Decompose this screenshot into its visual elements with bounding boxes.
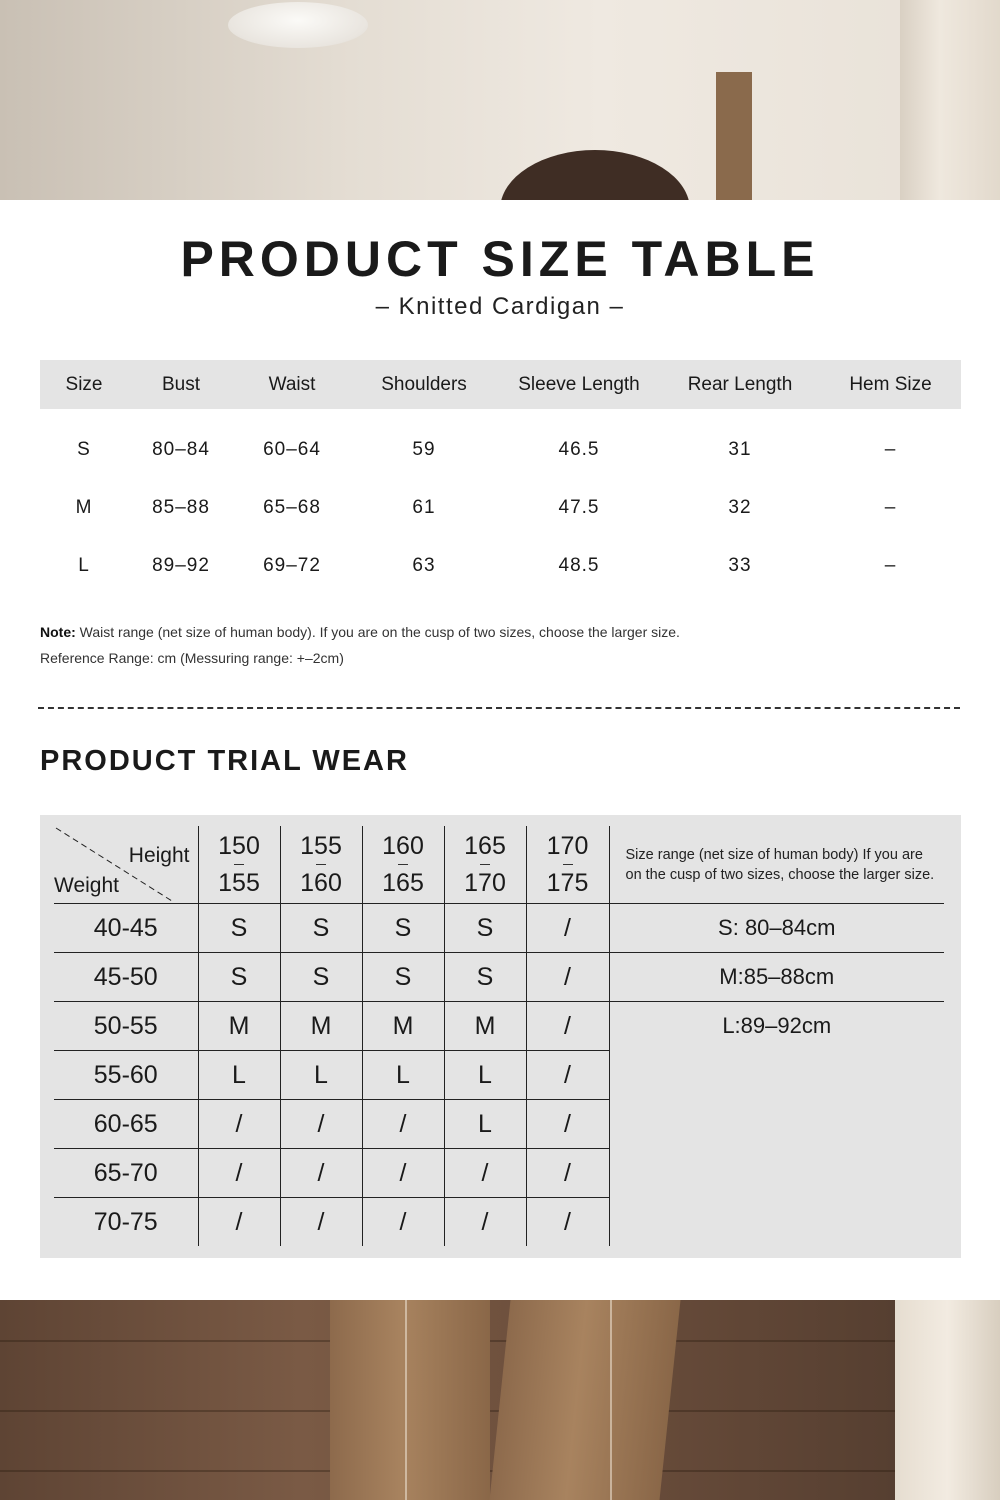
weight-range: 50-55 <box>54 1002 198 1051</box>
reference-note: Reference Range: cm (Messuring range: +–2cm) <box>40 650 344 666</box>
height-range: 165 170 <box>444 826 526 904</box>
table-cell: 61 <box>412 497 436 518</box>
height-range: 160 165 <box>362 826 444 904</box>
size-cell: / <box>526 1100 609 1149</box>
table-cell: – <box>884 555 897 576</box>
size-cell: / <box>526 1002 609 1051</box>
table-row <box>54 953 944 1002</box>
door-frame <box>900 0 1000 200</box>
note-text: Waist range (net size of human body). If you are on the cusp of two sizes, choose the larger size. <box>75 624 680 640</box>
size-cell: M <box>362 1002 444 1051</box>
table-row <box>54 1149 944 1198</box>
size-cell: L <box>444 1051 526 1100</box>
size-cell: L <box>444 1100 526 1149</box>
size-cell: L <box>280 1051 362 1100</box>
table-cell: 89–92 <box>152 555 210 576</box>
weight-range: 65-70 <box>54 1149 198 1198</box>
table-row <box>54 1051 944 1100</box>
background-photo-top <box>0 0 1000 200</box>
model-pants-right <box>489 1300 680 1500</box>
height-range: 170 175 <box>526 826 609 904</box>
size-cell: M <box>444 1002 526 1051</box>
empty-cell <box>609 1051 944 1100</box>
table-cell: 69–72 <box>263 555 321 576</box>
height-label: Height <box>128 844 190 867</box>
table-cell: 85–88 <box>152 497 210 518</box>
size-cell: M <box>280 1002 362 1051</box>
size-chart-card <box>0 200 1000 1300</box>
size-cell: S <box>280 904 362 953</box>
column-header: Waist <box>234 360 350 409</box>
table-row <box>54 1100 944 1149</box>
trial-wear-panel <box>40 815 961 1258</box>
pants-seam <box>405 1300 407 1500</box>
column-header: Shoulders <box>350 360 498 409</box>
ceiling-lamp <box>228 2 368 48</box>
wood-frame <box>716 72 752 200</box>
size-cell: S <box>198 953 280 1002</box>
size-cell: S <box>280 953 362 1002</box>
table-cell: 60–64 <box>263 439 321 460</box>
size-cell: / <box>362 1198 444 1247</box>
size-note <box>40 624 680 640</box>
size-cell: M <box>198 1002 280 1051</box>
size-cell: / <box>280 1100 362 1149</box>
table-cell: – <box>884 439 897 460</box>
size-cell: / <box>526 1149 609 1198</box>
size-range-note: Size range (net size of human body) If you are on the cusp of two sizes, choose the larger size. <box>625 846 935 883</box>
size-cell: / <box>198 1100 280 1149</box>
table-cell: 33 <box>728 555 752 576</box>
trial-wear-table <box>54 826 944 1246</box>
size-cell: / <box>280 1149 362 1198</box>
size-cell: L <box>198 1051 280 1100</box>
table-cell: – <box>884 497 897 518</box>
pants-seam <box>610 1300 612 1500</box>
size-cell: / <box>198 1149 280 1198</box>
size-table <box>40 360 961 595</box>
size-table-header <box>40 360 961 409</box>
empty-cell <box>609 1198 944 1247</box>
weight-range: 60-65 <box>54 1100 198 1149</box>
height-range: 150 155 <box>198 826 280 904</box>
table-cell: 63 <box>412 555 436 576</box>
model-hair <box>500 150 690 200</box>
size-cell: S <box>362 953 444 1002</box>
table-row <box>54 904 944 953</box>
size-cell: / <box>526 1051 609 1100</box>
table-cell: S <box>77 439 91 460</box>
table-cell: 59 <box>412 439 436 460</box>
section-title-trial-wear: PRODUCT TRIAL WEAR <box>40 745 409 777</box>
weight-range: 40-45 <box>54 904 198 953</box>
table-cell: 48.5 <box>558 555 600 576</box>
trial-header-row <box>54 826 944 904</box>
table-row <box>40 479 961 537</box>
table-row <box>54 1198 944 1247</box>
column-header: Rear Length <box>660 360 820 409</box>
size-cell: L <box>362 1051 444 1100</box>
table-cell: 47.5 <box>558 497 600 518</box>
note-label: Note: <box>40 624 76 640</box>
size-cell: / <box>526 953 609 1002</box>
table-cell: L <box>78 555 90 576</box>
table-cell: M <box>75 497 93 518</box>
size-range-s: S: 80–84cm <box>609 904 944 953</box>
height-weight-corner <box>54 826 198 904</box>
page-title: PRODUCT SIZE TABLE <box>180 231 820 287</box>
weight-range: 55-60 <box>54 1051 198 1100</box>
size-cell: / <box>362 1100 444 1149</box>
size-range-m: M:85–88cm <box>609 953 944 1002</box>
size-cell: / <box>444 1149 526 1198</box>
height-range: 155 160 <box>280 826 362 904</box>
model-pants-left <box>330 1300 490 1500</box>
table-cell: 80–84 <box>152 439 210 460</box>
table-row <box>40 421 961 479</box>
table-row <box>54 1002 944 1051</box>
weight-range: 70-75 <box>54 1198 198 1247</box>
size-cell: / <box>362 1149 444 1198</box>
size-cell: / <box>280 1198 362 1247</box>
weight-range: 45-50 <box>54 953 198 1002</box>
size-cell: / <box>198 1198 280 1247</box>
table-cell: 46.5 <box>558 439 600 460</box>
column-header: Size <box>40 360 128 409</box>
column-header: Sleeve Length <box>498 360 660 409</box>
page-subtitle: – Knitted Cardigan – <box>375 293 625 320</box>
column-header: Bust <box>128 360 234 409</box>
floor-board-line <box>0 1340 1000 1342</box>
dashed-divider <box>38 707 960 709</box>
size-cell: / <box>526 1198 609 1247</box>
size-cell: / <box>444 1198 526 1247</box>
size-range-l: L:89–92cm <box>609 1002 944 1051</box>
size-cell: S <box>444 953 526 1002</box>
door-frame-bottom <box>895 1300 1000 1500</box>
empty-cell <box>609 1100 944 1149</box>
table-row <box>40 537 961 595</box>
column-header: Hem Size <box>820 360 961 409</box>
size-cell: S <box>444 904 526 953</box>
size-cell: / <box>526 904 609 953</box>
table-cell: 65–68 <box>263 497 321 518</box>
table-cell: 32 <box>728 497 752 518</box>
empty-cell <box>609 1149 944 1198</box>
weight-label: Weight <box>54 874 119 897</box>
table-cell: 31 <box>728 439 752 460</box>
size-cell: S <box>362 904 444 953</box>
size-cell: S <box>198 904 280 953</box>
